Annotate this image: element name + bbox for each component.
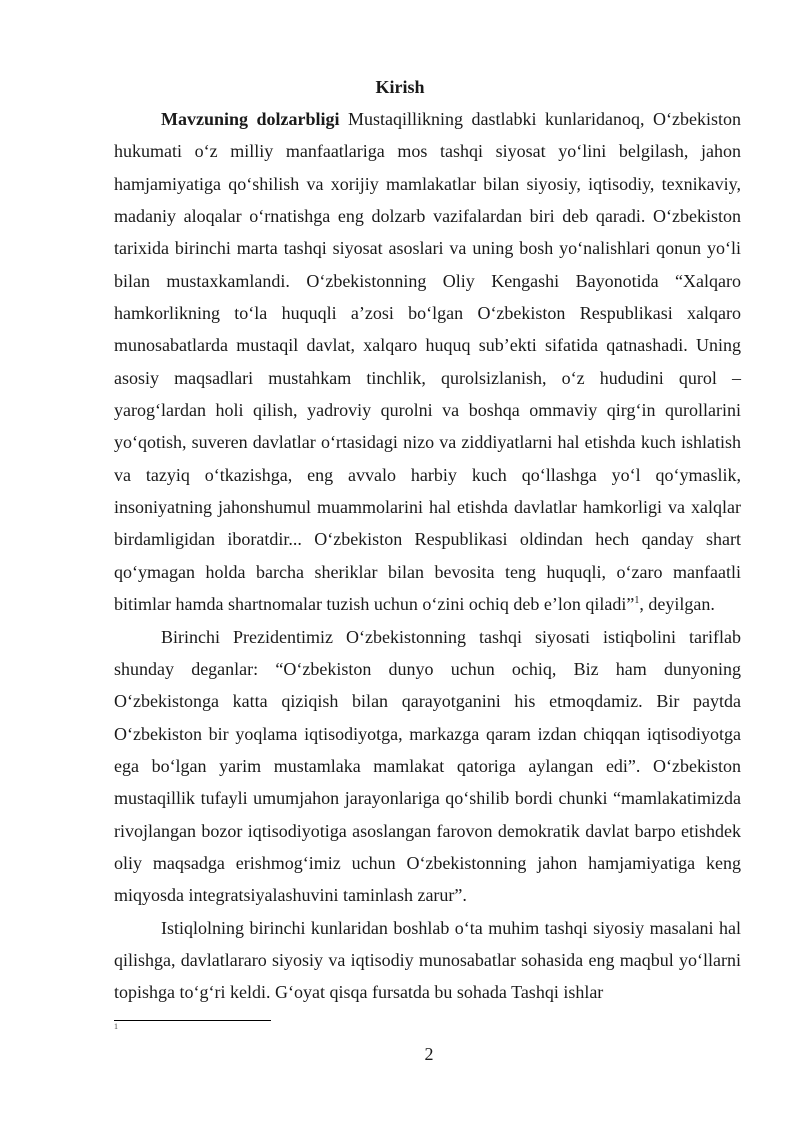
paragraph-1-text: Mustaqillikning dastlabki kunlaridanoq, O‘zbekiston hukumati o‘z milliy manfaatlariga mos tashqi siyosat yo‘lini belgilash, jahon hamjamiyatiga qo‘shilish va xorijiy mamlakatlar bilan siyosiy, iqtisodiy, texnikaviy, madaniy aloqalar o‘rnatishga eng dolzarb vazifalardan biri deb qaradi. O‘zbekiston tarixida birinchi marta tashqi siyosat asoslari va uning bosh yo‘nalishlari qonun yo‘li bilan mustaxkamlandi. O‘zbekistonning Oliy Kengashi Bayonotida “Xalqaro hamkorlikning to‘la huquqli a’zosi bo‘lgan O‘zbekiston Respublikasi xalqaro munosabatlarda mustaqil davlat, xalqaro huquq sub’ekti sifatida qatnashadi. Uning asosiy maqsadlari mustahkam tinchlik, qurolsizlanish, o‘z hududini qurol – yarog‘lardan holi qilish, yadroviy qurolni va boshqa ommaviy qirg‘in qurollarini yo‘qotish, suveren davlatlar o‘rtasidagi nizo va ziddiyatlarni hal etishda kuch ishlatish va tazyiq o‘tkazishga, eng avvalo harbiy kuch qo‘llashga yo‘l qo‘ymaslik, insoniyatning jahonshumul muammolarini hal etishda davlatlar hamkorligi va xalqlar birdamligidan iboratdir... O‘zbekiston Respublikasi oldindan hech qanday shart qo‘ymagan holda barcha sheriklar bilan bevosita teng huquqli, o‘zaro manfaatli bitimlar hamda shartnomalar tuzish uchun o‘zini ochiq deb e’lon qiladi” [114, 109, 742, 615]
footnote-separator [114, 1020, 271, 1021]
paragraph-1 [114, 103, 741, 621]
paragraph-3: Istiqlolning birinchi kunlaridan boshlab o‘ta muhim tashqi siyosiy masalani hal qilishga, davlatlararo siyosiy va iqtisodiy munosabatlar sohasida eng maqbul yo‘llarni topishga to‘g‘ri keldi. G‘oyat qisqa fursatda bu sohada Tashqi ishlar [114, 917, 741, 1003]
section-title: Kirish [375, 77, 425, 97]
paragraph-1-tail: , deyilgan. [639, 594, 715, 615]
page-number: 2 [424, 1044, 434, 1064]
paragraph-2: Birinchi Prezidentimiz O‘zbekistonning tashqi siyosati istiqbolini tariflab shunday deganlar: “O‘zbekiston dunyo uchun ochiq, Biz ham dunyoning O‘zbekistonga katta qiziqish bilan qarayotganini his etmoqdamiz. Bir paytda O‘zbekiston bir yoqlama iqtisodiyotga, markazga qaram izdan chiqqan iqtisodiyotga ega bo‘lgan yarim mustamlaka mamlakat qatoriga aylangan edi”. O‘zbekiston mustaqillik tufayli umumjahon jarayonlariga qo‘shilib bordi chunki “mamlakatimizda rivojlangan bozor iqtisodiyotiga asoslangan farovon demokratik davlat barpo etishdek oliy maqsadga erishmog‘imiz uchun O‘zbekistonning jahon hamjamiyatiga keng miqyosda integratsiyalashuvini taminlash zarur”. [114, 626, 741, 906]
paragraph-lead: Mavzuning dolzarbligi [161, 109, 340, 129]
footnote-reference[interactable]: 1 [634, 595, 640, 607]
body-text [114, 103, 741, 1009]
footnote-marker: 1 [114, 1022, 118, 1031]
